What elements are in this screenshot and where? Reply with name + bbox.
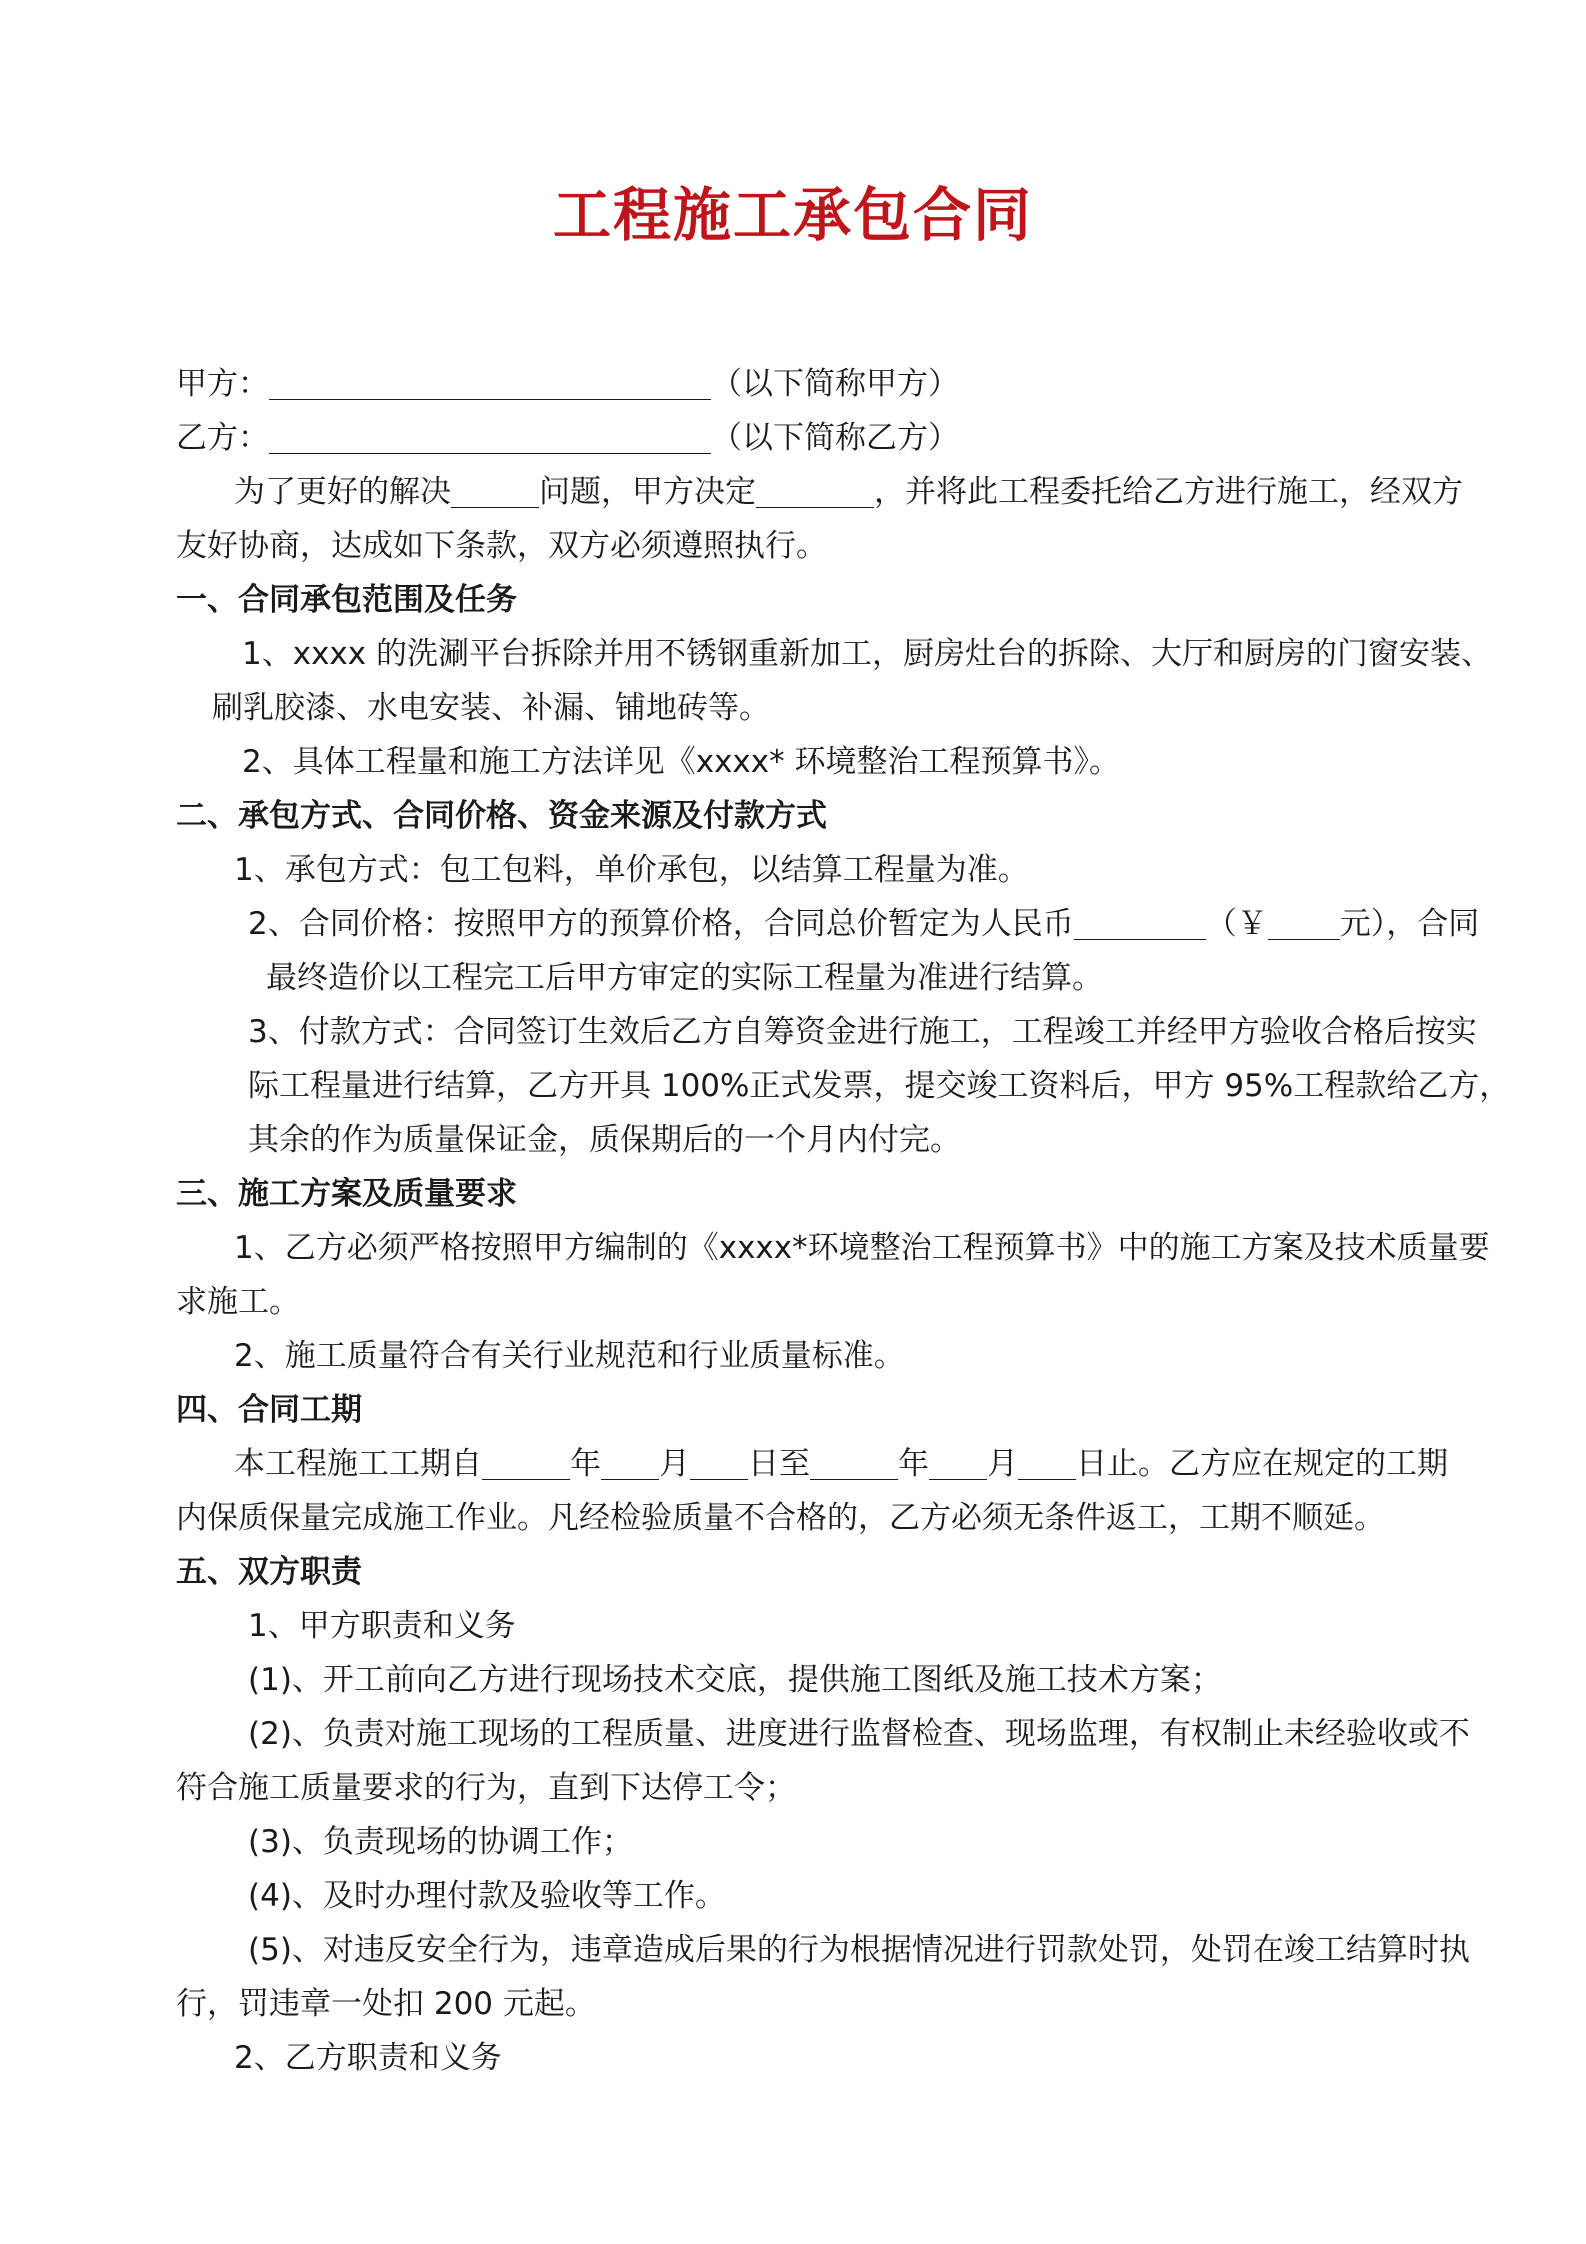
- s4-line-1: [234, 1442, 1448, 1486]
- section-3-heading: 三、施工方案及质量要求: [176, 1176, 517, 1212]
- price-rmb-blank[interactable]: [1074, 907, 1206, 940]
- s2-item-3b: 际工程量进行结算，乙方开具 100%正式发票，提交竣工资料后，甲方 95%工程款给乙方，: [248, 1068, 1511, 1104]
- s5-a2b: 符合施工质量要求的行为，直到下达停工令；: [176, 1770, 796, 1806]
- problem-blank[interactable]: [451, 475, 539, 508]
- intro-text-2: 问题，甲方决定: [539, 474, 756, 510]
- end-day-label: 日止。乙方应在规定的工期: [1076, 1446, 1448, 1482]
- section-1-heading: 一、合同承包范围及任务: [176, 582, 517, 618]
- party-b-note: （以下简称乙方）: [711, 420, 959, 456]
- s2-item-3a: 3、付款方式：合同签订生效后乙方自筹资金进行施工，工程竣工并经甲方验收合格后按实: [248, 1014, 1477, 1050]
- end-day-blank[interactable]: [1018, 1447, 1076, 1480]
- intro-line-2: 友好协商，达成如下条款，双方必须遵照执行。: [176, 528, 827, 564]
- start-month-label: 月: [659, 1446, 690, 1482]
- s1-item-1b: 刷乳胶漆、水电安装、补漏、铺地砖等。: [212, 690, 770, 726]
- party-a-label: 甲方：: [176, 366, 269, 402]
- start-day-blank[interactable]: [690, 1447, 748, 1480]
- s5-sub-1: 1、甲方职责和义务: [248, 1608, 516, 1644]
- s3-item-1a: 1、乙方必须严格按照甲方编制的《xxxx*环境整治工程预算书》中的施工方案及技术质量要: [234, 1230, 1490, 1266]
- price-text-1: 2、合同价格：按照甲方的预算价格，合同总价暂定为人民币: [248, 906, 1074, 942]
- end-month-label: 月: [987, 1446, 1018, 1482]
- s5-a5b: 行，罚违章一处扣 200 元起。: [176, 1986, 596, 2022]
- s2-item-2b: 最终造价以工程完工后甲方审定的实际工程量为准进行结算。: [266, 960, 1103, 996]
- party-b-blank[interactable]: [269, 421, 711, 454]
- start-year-blank[interactable]: [482, 1447, 570, 1480]
- s4-line-2: 内保质保量完成施工作业。凡经检验质量不合格的，乙方必须无条件返工，工期不顺延。: [176, 1500, 1385, 1536]
- s5-a4: (4)、及时办理付款及验收等工作。: [248, 1878, 726, 1914]
- party-b-line: [176, 416, 959, 460]
- s5-a2a: (2)、负责对施工现场的工程质量、进度进行监督检查、现场监理，有权制止未经验收或不: [248, 1716, 1470, 1752]
- start-day-label: 日至: [748, 1446, 810, 1482]
- end-month-blank[interactable]: [929, 1447, 987, 1480]
- s3-item-1b: 求施工。: [176, 1284, 300, 1320]
- s2-item-1: 1、承包方式：包工包料，单价承包，以结算工程量为准。: [234, 852, 1029, 888]
- price-text-3: 元），合同: [1339, 906, 1480, 942]
- s5-a5a: (5)、对违反安全行为，违章造成后果的行为根据情况进行罚款处罚，处罚在竣工结算时执: [248, 1932, 1470, 1968]
- price-yen-blank[interactable]: [1268, 907, 1340, 940]
- intro-text-1: 为了更好的解决: [234, 474, 451, 510]
- s1-item-1a: 1、xxxx 的洗涮平台拆除并用不锈钢重新加工，厨房灶台的拆除、大厅和厨房的门窗安装、: [242, 636, 1492, 672]
- decision-blank[interactable]: [756, 475, 874, 508]
- s5-sub-2: 2、乙方职责和义务: [234, 2040, 502, 2076]
- section-5-heading: 五、双方职责: [176, 1554, 362, 1590]
- period-text: 本工程施工工期自: [234, 1446, 482, 1482]
- price-text-2: （￥: [1205, 906, 1268, 942]
- intro-line-1: [234, 470, 1463, 514]
- party-b-label: 乙方：: [176, 420, 269, 456]
- section-4-heading: 四、合同工期: [176, 1392, 362, 1428]
- section-2-heading: 二、承包方式、合同价格、资金来源及付款方式: [176, 798, 827, 834]
- s5-a1: (1)、开工前向乙方进行现场技术交底，提供施工图纸及施工技术方案；: [248, 1662, 1222, 1698]
- party-a-note: （以下简称甲方）: [711, 366, 959, 402]
- s1-item-2: 2、具体工程量和施工方法详见《xxxx* 环境整治工程预算书》。: [242, 744, 1120, 780]
- s2-item-2a: [248, 902, 1479, 946]
- s5-a3: (3)、负责现场的协调工作；: [248, 1824, 633, 1860]
- intro-text-3: ，并将此工程委托给乙方进行施工，经双方: [874, 474, 1463, 510]
- end-year-blank[interactable]: [810, 1447, 898, 1480]
- start-year-label: 年: [570, 1446, 601, 1482]
- party-a-blank[interactable]: [269, 367, 711, 400]
- s2-item-3c: 其余的作为质量保证金，质保期后的一个月内付完。: [248, 1122, 961, 1158]
- end-year-label: 年: [898, 1446, 929, 1482]
- document-title: 工程施工承包合同: [552, 181, 1033, 249]
- party-a-line: [176, 362, 959, 406]
- start-month-blank[interactable]: [601, 1447, 659, 1480]
- s3-item-2: 2、施工质量符合有关行业规范和行业质量标准。: [234, 1338, 905, 1374]
